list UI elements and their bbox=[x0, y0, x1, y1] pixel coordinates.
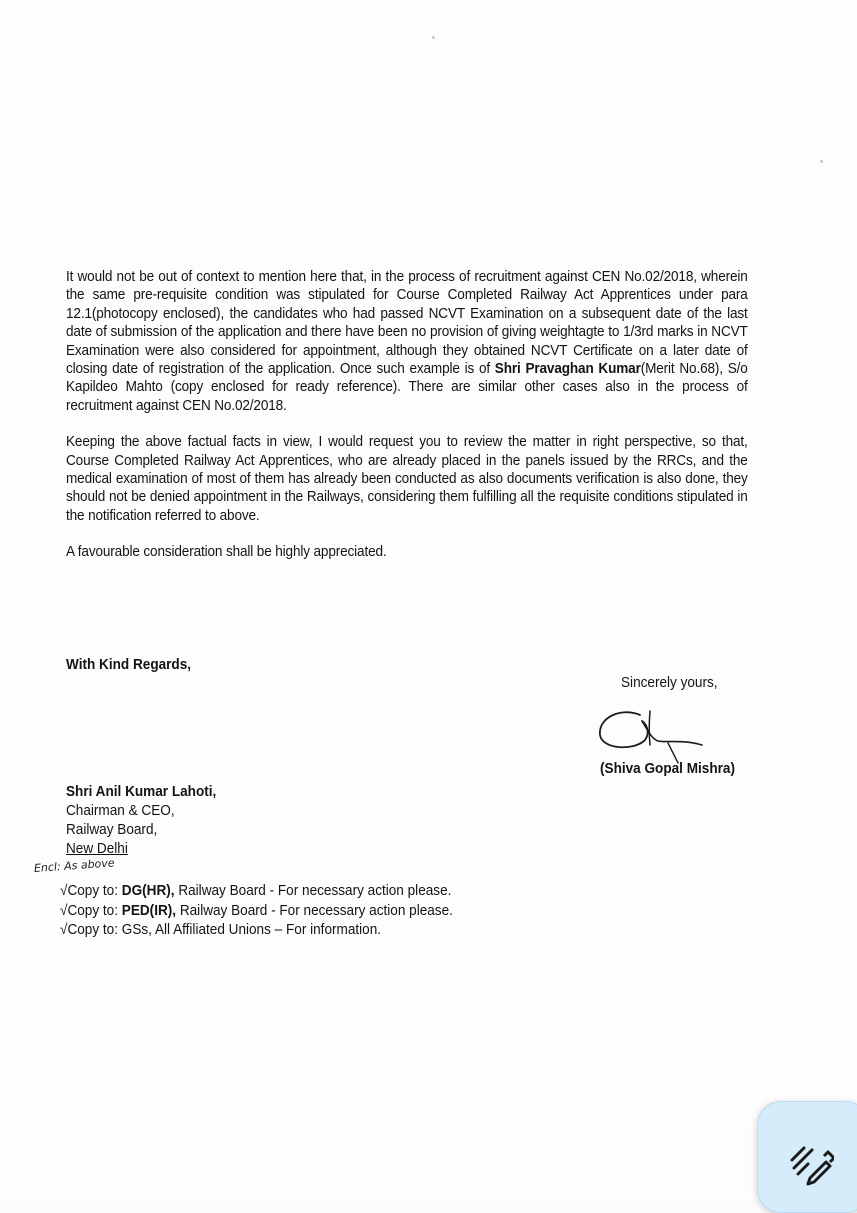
addressee-name: Shri Anil Kumar Lahoti, bbox=[66, 784, 217, 800]
closing-line: Sincerely yours, bbox=[621, 675, 718, 691]
handwritten-enclosure-note: Encl: As above bbox=[33, 856, 115, 875]
paragraph-request: Keeping the above factual facts in view, I would request you to review the matter in right perspective, so that, Course Completed Railway Act Apprentices, who are already placed in the panels issued by the RRCs, and the medical examination of most of them has already been conducted as also documents verification is also done, they should not be denied appointment in the Railways, considering them fulfilling all the requisite conditions stipulated in the notification referred to above. bbox=[66, 434, 748, 524]
copy-to-item: √Copy to: DG(HR), Railway Board - For necessary action please. bbox=[60, 883, 452, 899]
copy-to-list bbox=[60, 882, 453, 941]
addressee-block bbox=[66, 783, 216, 859]
addressee-city: New Delhi bbox=[66, 841, 128, 857]
paragraph-text-end: (Merit No.68), S/o Kapildeo Mahto (copy enclosed for ready reference). There are similar other cases also in the process of recruitment against CEN No.02/2018. bbox=[66, 361, 748, 414]
signatory-name: (Shiva Gopal Mishra) bbox=[600, 761, 735, 777]
pen-edit-icon bbox=[788, 1140, 834, 1186]
paragraph-recruitment-context bbox=[66, 268, 748, 415]
scan-speck bbox=[432, 36, 435, 39]
copy-to-item: √Copy to: GSs, All Affiliated Unions – For information. bbox=[60, 922, 382, 938]
regards-line: With Kind Regards, bbox=[66, 657, 192, 673]
scan-speck bbox=[820, 160, 823, 163]
addressee-designation: Chairman & CEO, bbox=[66, 803, 175, 819]
addressee-office: Railway Board, bbox=[66, 822, 158, 838]
paragraph-text-start: It would not be out of context to mention here that, in the process of recruitment against CEN No.02/2018, wherein the same pre-requisite condition was stipulated for Course Completed Railway Act Apprentices under para 12.1(photocopy enclosed), the candidates who had passed NCVT Examination on a subsequent date of the last date of submission of the application and there have been no provision of giving weightagte to 1/3rd marks in NCVT Examination were also considered for appointment, although they obtained NCVT Certificate on a later date of closing date of registration of the application. Once such example is of bbox=[66, 269, 748, 378]
candidate-name: Shri Pravaghan Kumar bbox=[494, 361, 641, 378]
edit-button[interactable] bbox=[757, 1101, 857, 1213]
handwritten-signature bbox=[592, 703, 712, 765]
letter-body bbox=[66, 268, 748, 562]
paragraph-consideration: A favourable consideration shall be highly appreciated. bbox=[66, 544, 387, 561]
copy-to-item: √Copy to: PED(IR), Railway Board - For necessary action please. bbox=[60, 902, 453, 919]
